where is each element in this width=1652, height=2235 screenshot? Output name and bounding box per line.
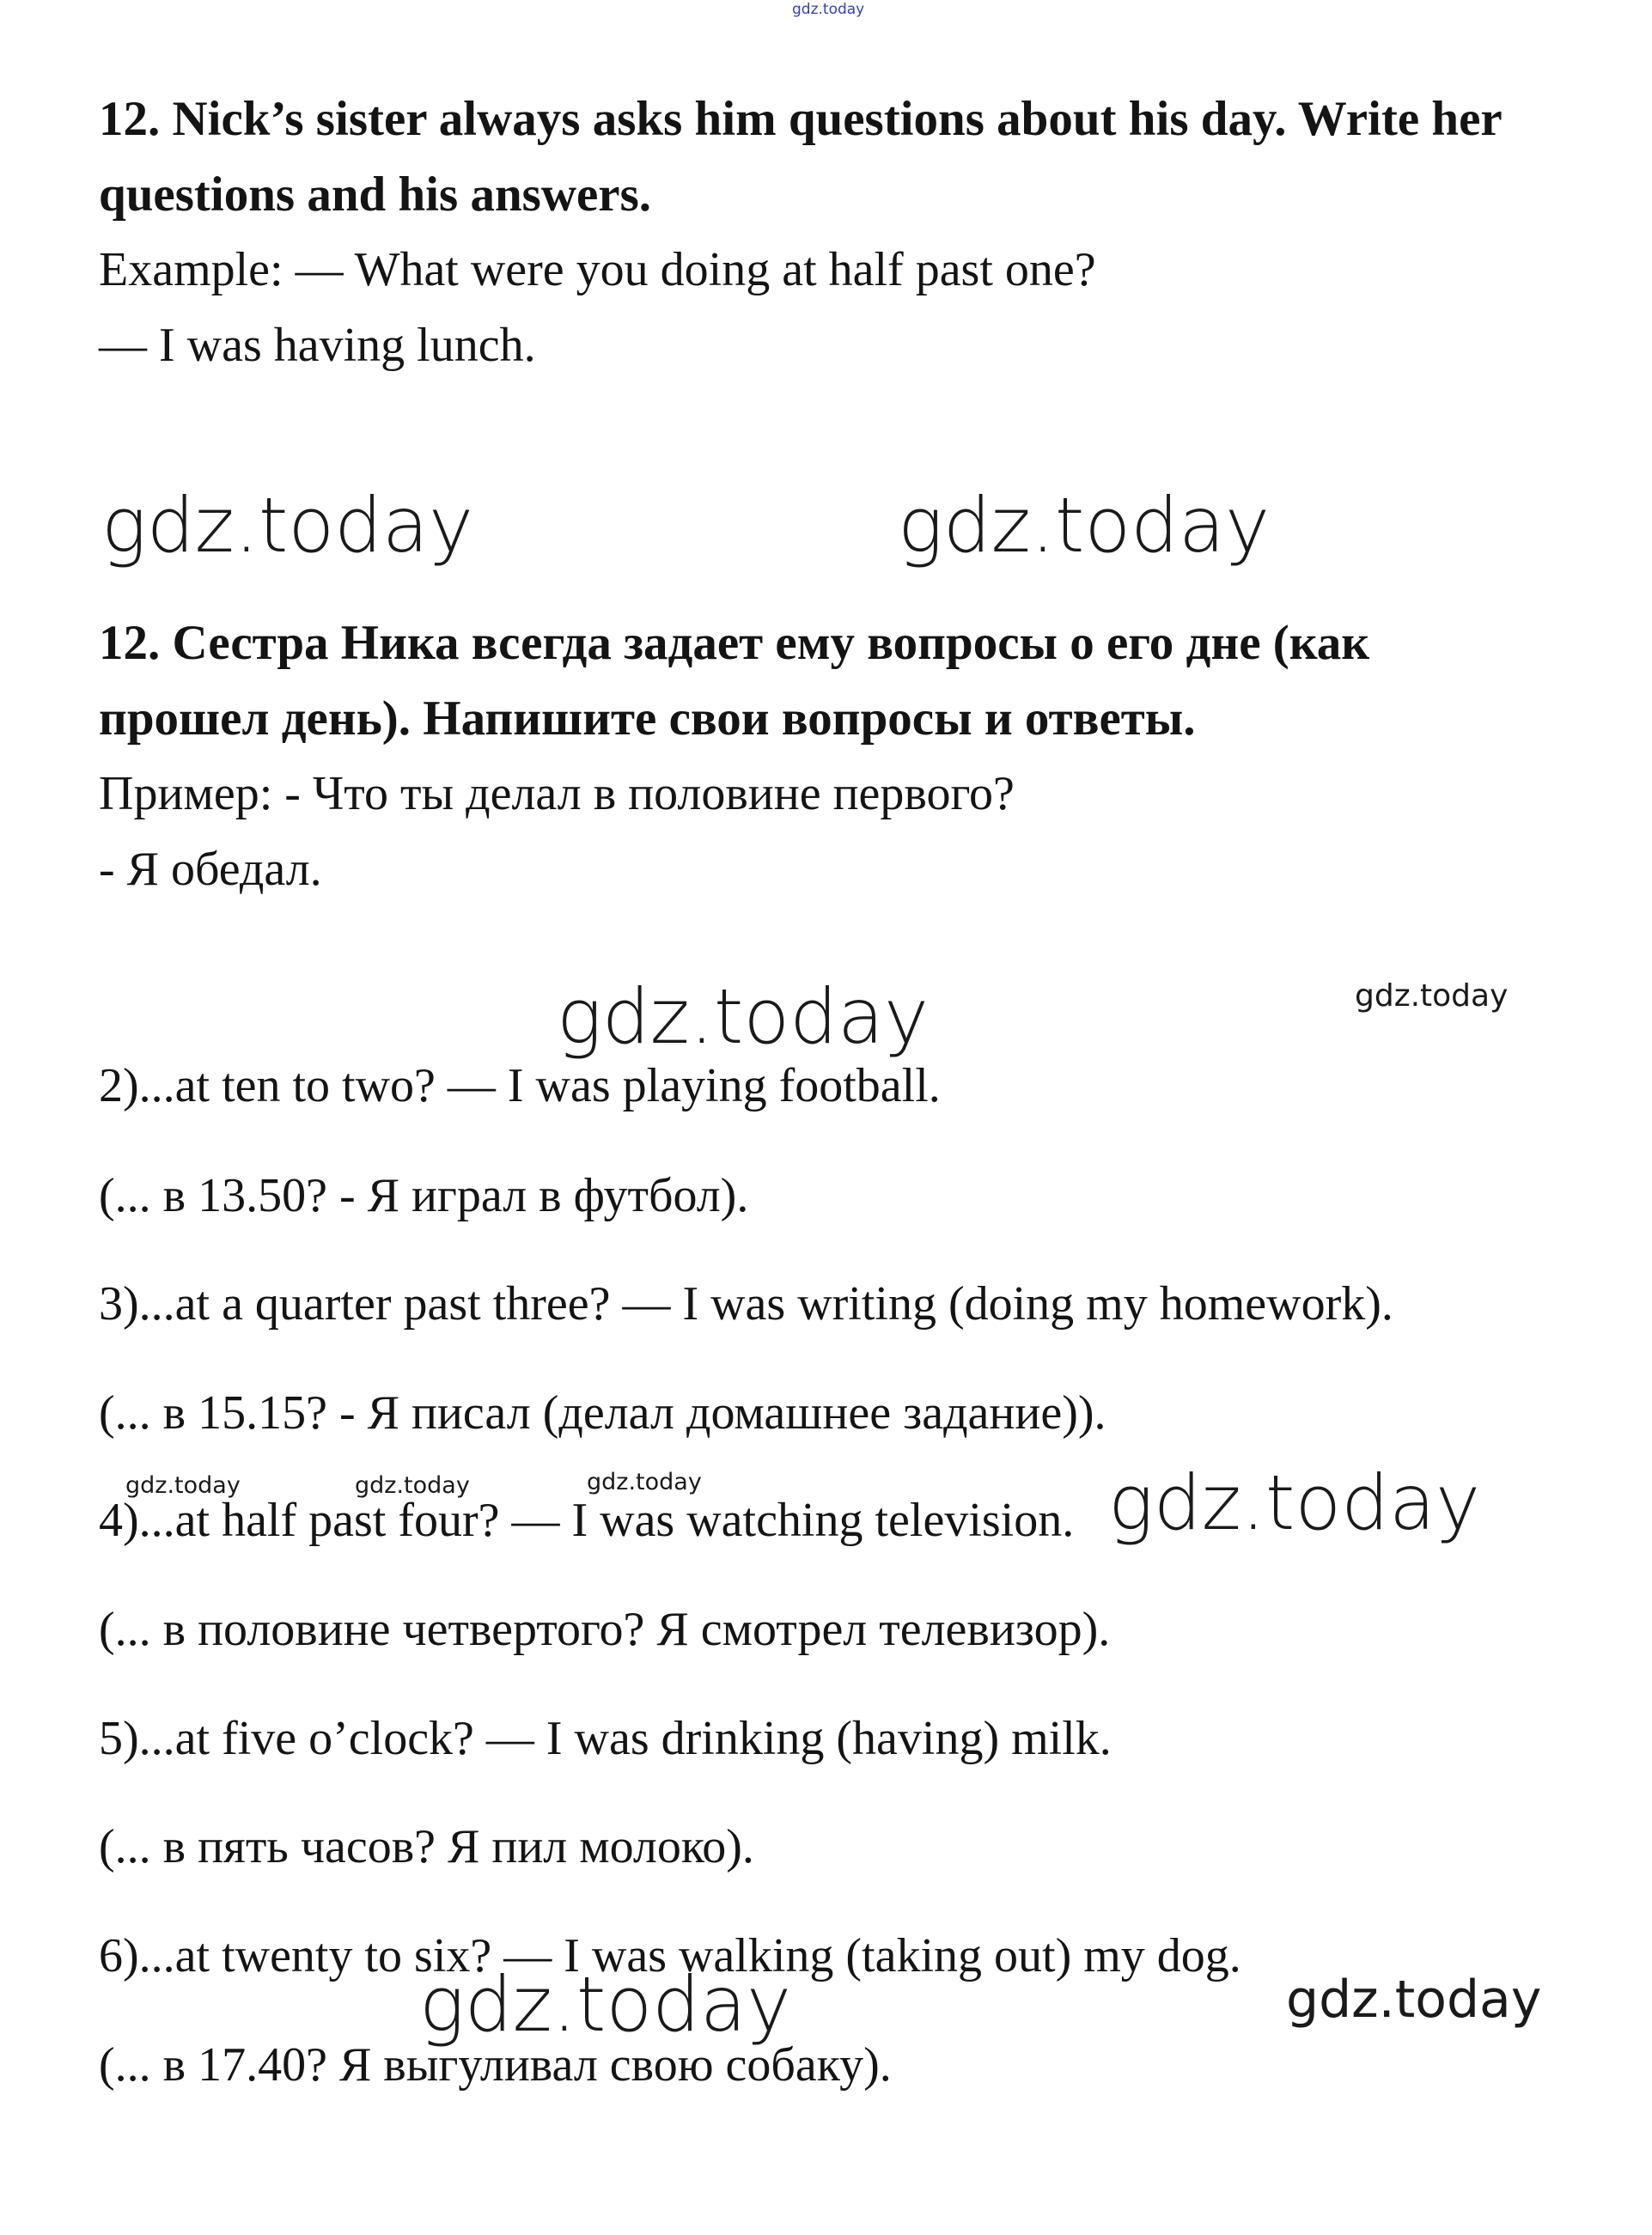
answer-3-ru: (... в 15.15? - Я писал (делал домашнее задание)). [99,1386,1106,1440]
watermark-medium-right: gdz.today [1355,978,1509,1014]
watermark-small-2: gdz.today [355,1472,470,1499]
task-title-en-line1: 12. Nick’s sister always asks him questions about his day. Write her [99,92,1503,146]
answer-3-en: 3)...at a quarter past three? — I was writing (doing my homework). [99,1277,1393,1331]
answer-2-en: 2)...at ten to two? — I was playing football. [99,1059,941,1112]
answer-4-ru: (... в половине четвертого? Я смотрел телевизор). [99,1603,1111,1656]
watermark-bottom-right: gdz.today [1286,1970,1542,2030]
task-title-ru-line1: 12. Сестра Ника всегда задает ему вопросы о его дне (как [99,616,1370,670]
watermark-large-bottom: gdz.today [419,1960,792,2049]
watermark-large-answer4: gdz.today [1108,1459,1481,1547]
answer-5-ru: (... в пять часов? Я пил молоко). [99,1820,754,1873]
watermark-large-left: gdz.today [101,481,474,569]
example-answer-en: — I was having lunch. [99,319,536,372]
answer-6-en: 6)...at twenty to six? — I was walking (taking out) my dog. [99,1929,1241,1982]
answer-5-en: 5)...at five o’clock? — I was drinking (having) milk. [99,1712,1112,1765]
example-question-en: Example: — What were you doing at half past one? [99,243,1096,296]
watermark-small-3: gdz.today [587,1469,702,1495]
watermark-large-right: gdz.today [898,481,1271,569]
answer-2-ru: (... в 13.50? - Я играл в футбол). [99,1169,749,1222]
watermark-top: gdz.today [792,1,865,18]
task-title-en-line2: questions and his answers. [99,167,652,222]
watermark-large-center: gdz.today [557,972,930,1061]
answer-4-en: 4)...at half past four? — I was watching television. [99,1494,1075,1547]
task-title-ru-line2: прошел день). Напишите свои вопросы и ответы. [99,691,1196,746]
example-question-ru: Пример: - Что ты делал в половине первого? [99,767,1015,820]
answer-6-ru: (... в 17.40? Я выгуливал свою собаку). [99,2038,892,2092]
watermark-small-1: gdz.today [125,1472,241,1499]
example-answer-ru: - Я обедал. [99,843,322,896]
